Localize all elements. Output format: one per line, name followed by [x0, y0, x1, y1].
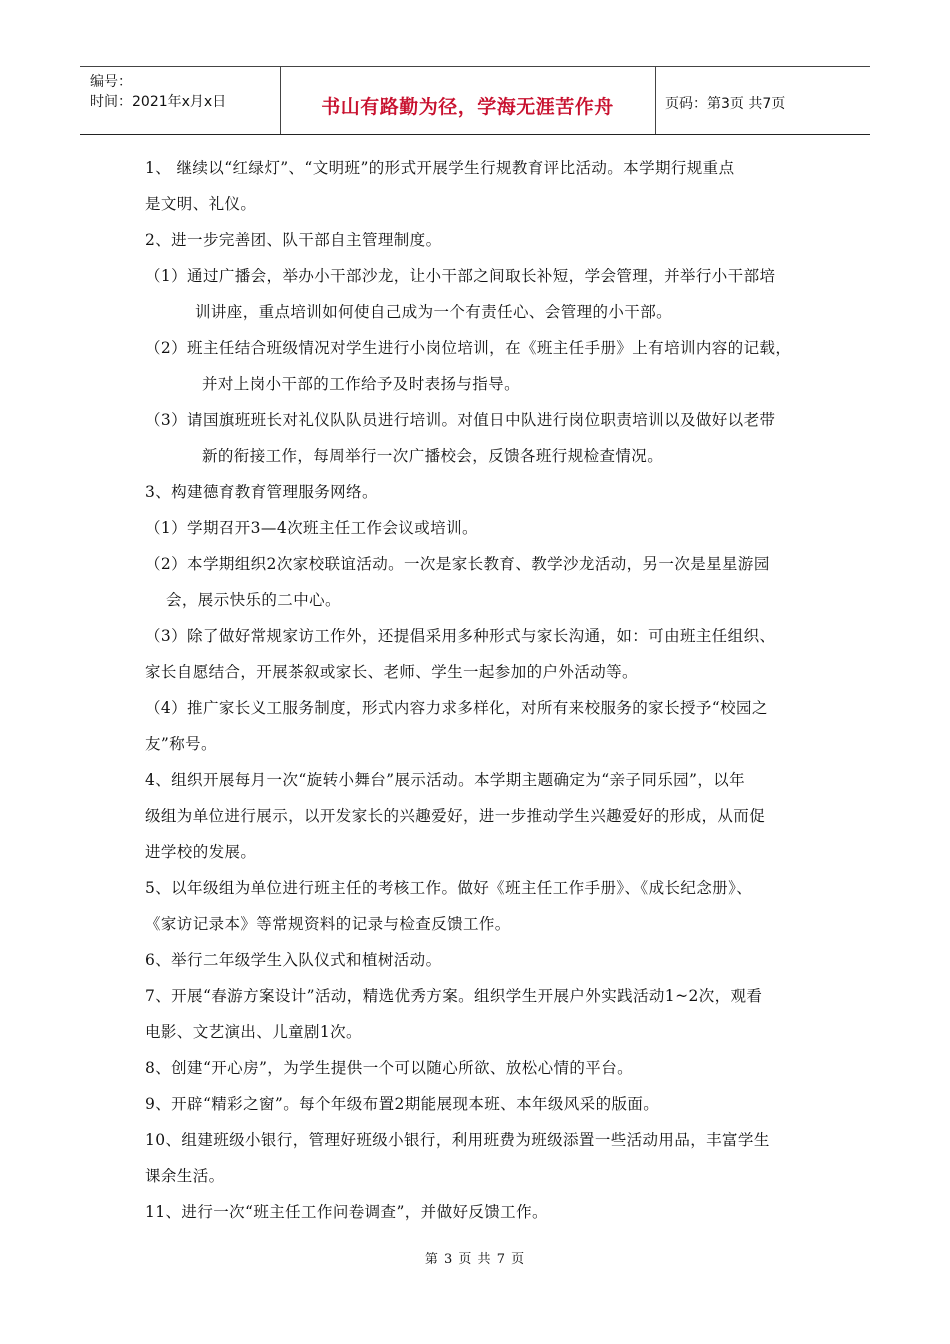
body-line: 是文明、礼仪。	[145, 195, 257, 213]
body-line: 并对上岗小干部的工作给予及时表扬与指导。	[202, 375, 521, 393]
body-line: （3）请国旗班班长对礼仪队队员进行培训。对值日中队进行岗位职责培训以及做好以老带	[145, 411, 776, 429]
page-footer: 第 3 页 共 7 页	[424, 1252, 526, 1267]
document-date: 时间：2021年x月x日	[90, 94, 227, 110]
body-line: 1、 继续以“红绿灯”、“文明班”的形式开展学生行规教育评比活动。本学期行规重点	[145, 159, 735, 177]
body-line: 3、构建德育教育管理服务网络。	[145, 483, 378, 501]
header-divider-right	[655, 66, 656, 135]
body-line: 《家访记录本》等常规资料的记录与检查反馈工作。	[145, 915, 511, 933]
body-line: （4）推广家长义工服务制度，形式内容力求多样化，对所有来校服务的家长授予“校园之	[145, 699, 768, 717]
body-line: 电影、文艺演出、儿童剧1次。	[145, 1023, 362, 1041]
header-top-rule	[80, 66, 870, 67]
body-line: 训讲座，重点培训如何使自己成为一个有责任心、会管理的小干部。	[195, 303, 673, 321]
body-line: （1）学期召开3—4次班主任工作会议或培训。	[145, 519, 478, 537]
body-line: 会，展示快乐的二中心。	[166, 591, 341, 609]
header-page-info: 页码：第3页 共7页	[665, 96, 786, 112]
body-line: 11、进行一次“班主任工作问卷调查”，并做好反馈工作。	[145, 1203, 548, 1221]
body-line: 8、创建“开心房”，为学生提供一个可以随心所欲、放松心情的平台。	[145, 1059, 634, 1077]
page-header	[80, 66, 870, 136]
body-line: 5、以年级组为单位进行班主任的考核工作。做好《班主任工作手册》、《成长纪念册》、	[145, 879, 753, 897]
body-line: （2）班主任结合班级情况对学生进行小岗位培训，在《班主任手册》上有培训内容的记载，	[145, 339, 792, 357]
body-line: 7、开展“春游方案设计”活动，精选优秀方案。组织学生开展户外实践活动1~2次，观看	[145, 987, 763, 1005]
body-line: 9、开辟“精彩之窗”。每个年级布置2期能展现本班、本年级风采的版面。	[145, 1095, 660, 1113]
body-line: 友”称号。	[145, 735, 217, 753]
body-line: 2、进一步完善团、队干部自主管理制度。	[145, 231, 442, 249]
body-line: 级组为单位进行展示，以开发家长的兴趣爱好，进一步推动学生兴趣爱好的形成，从而促	[145, 807, 766, 825]
body-line: 进学校的发展。	[145, 843, 257, 861]
body-line: 新的衔接工作，每周举行一次广播校会，反馈各班行规检查情况。	[202, 447, 664, 465]
body-line: （3）除了做好常规家访工作外，还提倡采用多种形式与家长沟通，如：可由班主任组织、	[145, 627, 776, 645]
body-line: 10、组建班级小银行，管理好班级小银行，利用班费为班级添置一些活动用品，丰富学生	[145, 1131, 770, 1149]
body-line: 课余生活。	[145, 1167, 225, 1185]
header-motto: 书山有路勤为径，学海无涯苦作舟	[321, 96, 614, 118]
body-line: 4、组织开展每月一次“旋转小舞台”展示活动。本学期主题确定为“亲子同乐园”，以年	[145, 771, 746, 789]
header-meta	[90, 72, 226, 112]
body-line: 家长自愿结合，开展茶叙或家长、老师、学生一起参加的户外活动等。	[145, 663, 638, 681]
body-line: （2）本学期组织2次家校联谊活动。一次是家长教育、教学沙龙活动，另一次是星星游园	[145, 555, 770, 573]
body-line: （1）通过广播会，举办小干部沙龙，让小干部之间取长补短，学会管理，并举行小干部培	[145, 267, 776, 285]
document-number-label: 编号：	[90, 74, 132, 90]
body-line: 6、举行二年级学生入队仪式和植树活动。	[145, 951, 442, 969]
header-bottom-rule	[80, 134, 870, 135]
